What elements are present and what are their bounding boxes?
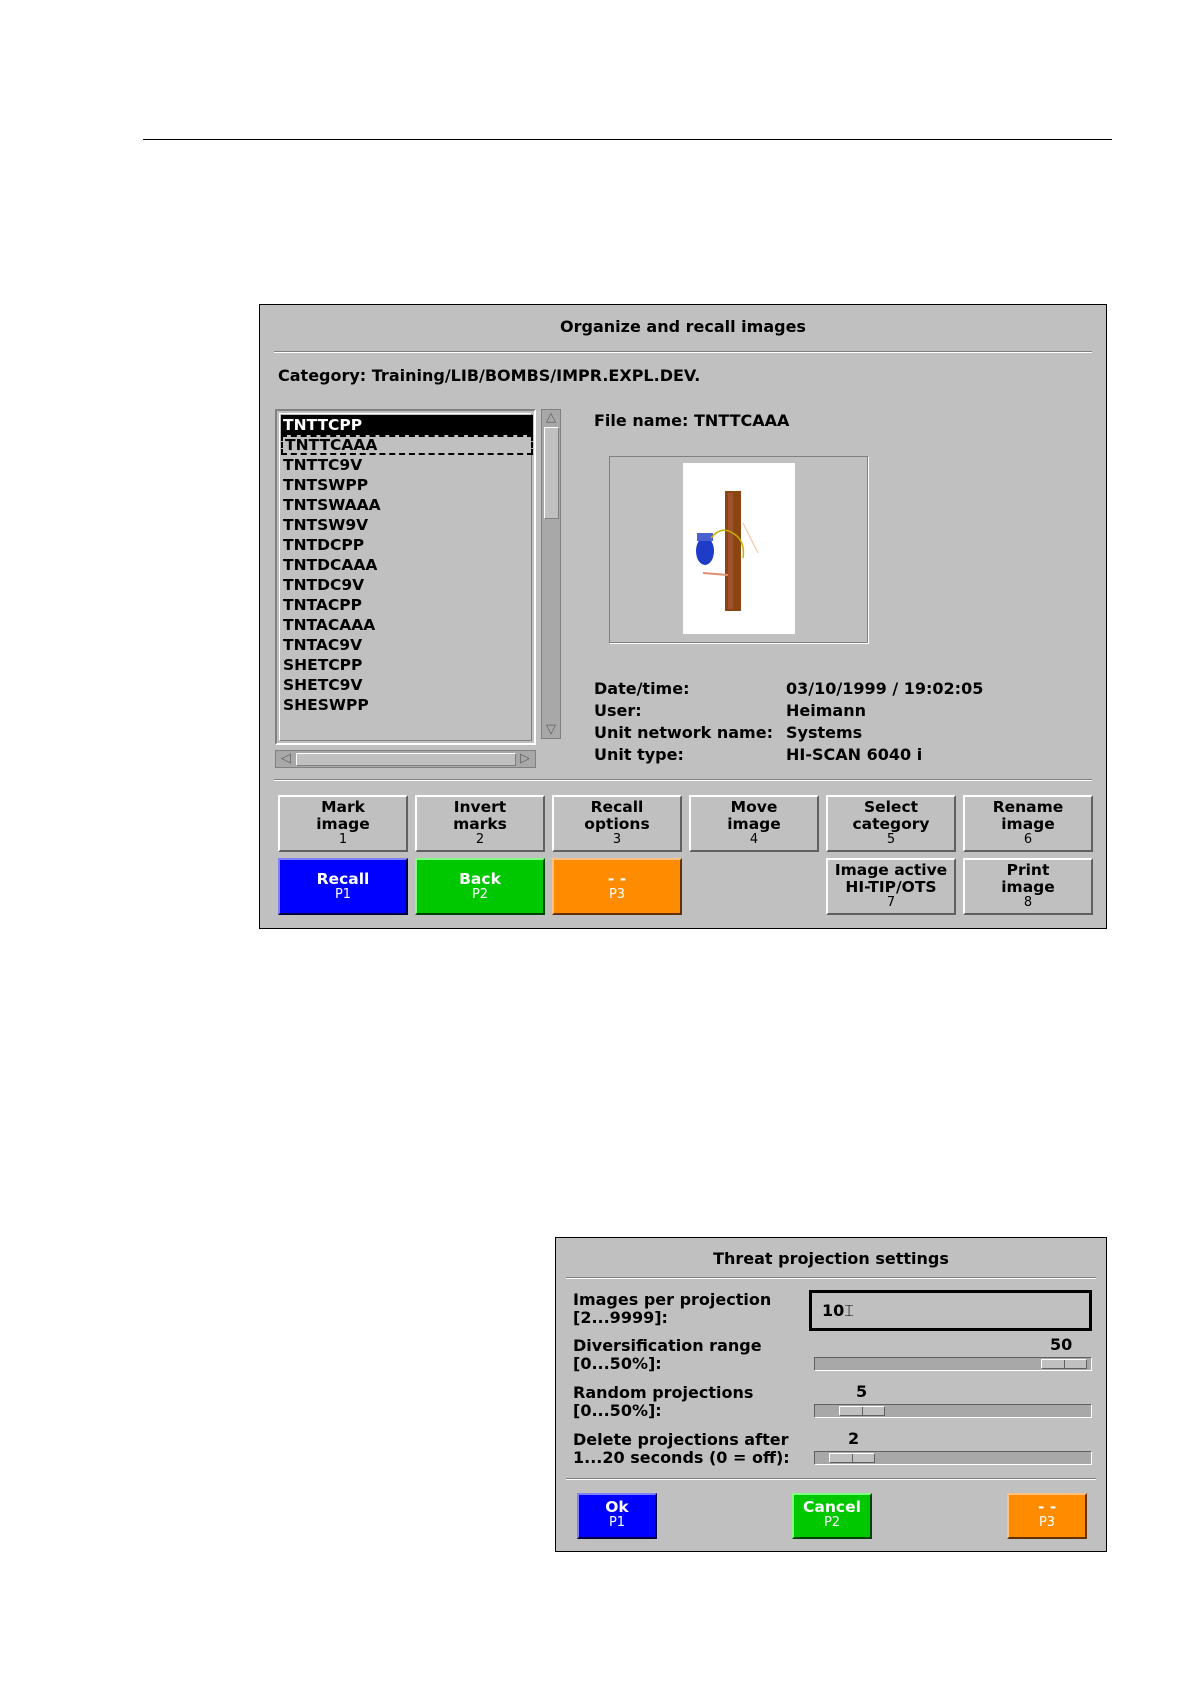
random-projections-range: [0...50%]:: [573, 1401, 662, 1420]
list-vertical-scrollbar[interactable]: [541, 409, 561, 739]
p3-button[interactable]: [552, 858, 682, 915]
dialog-title: Threat projection settings: [713, 1249, 949, 1268]
button-label: HI-TIP/OTS: [845, 878, 937, 896]
button-label: image: [1001, 815, 1055, 833]
list-item[interactable]: TNTTCAAA: [281, 435, 533, 455]
list-item[interactable]: SHETCPP: [283, 656, 363, 674]
button-key: 3: [612, 832, 622, 847]
image-active-button[interactable]: [826, 858, 956, 915]
p3-button[interactable]: [1007, 1493, 1087, 1539]
move-image-button[interactable]: [689, 795, 819, 852]
delete-projections-value: 2: [848, 1429, 860, 1448]
scroll-down-icon[interactable]: ▽: [546, 722, 556, 737]
list-item[interactable]: TNTDC9V: [283, 576, 365, 594]
slider-thumb[interactable]: [839, 1406, 885, 1416]
delete-projections-label: Delete projections after: [573, 1430, 789, 1449]
page-top-rule: [143, 139, 1112, 140]
button-label: Recall: [316, 870, 370, 888]
button-key: 1: [338, 832, 348, 847]
button-key: P3: [1038, 1515, 1056, 1530]
delete-projections-slider[interactable]: [814, 1451, 1092, 1465]
xray-image-icon: [683, 463, 795, 634]
list-item[interactable]: TNTACAAA: [283, 616, 376, 634]
recall-button[interactable]: [278, 858, 408, 915]
dialog-title: Organize and recall images: [560, 317, 806, 336]
user-value: Heimann: [786, 701, 866, 720]
list-item[interactable]: TNTSW9V: [283, 516, 369, 534]
button-separator: [274, 779, 1092, 781]
title-separator: [274, 351, 1092, 353]
diversification-slider[interactable]: [814, 1357, 1092, 1371]
button-label: Move: [730, 798, 778, 816]
list-item[interactable]: TNTDCPP: [283, 536, 365, 554]
datetime-label: Date/time:: [594, 679, 690, 698]
random-projections-label: Random projections: [573, 1383, 754, 1402]
network-value: Systems: [786, 723, 863, 742]
scroll-thumb[interactable]: [544, 427, 559, 519]
button-separator: [566, 1478, 1096, 1480]
button-key: P1: [334, 887, 352, 902]
mark-image-button[interactable]: [278, 795, 408, 852]
button-key: 6: [1023, 832, 1033, 847]
threat-settings-dialog: [555, 1237, 1107, 1552]
delete-projections-range: 1...20 seconds (0 = off):: [573, 1448, 790, 1467]
diversification-label: Diversification range: [573, 1336, 762, 1355]
title-separator: [566, 1277, 1096, 1279]
button-label: - -: [607, 870, 627, 888]
recall-options-button[interactable]: [552, 795, 682, 852]
button-label: image: [727, 815, 781, 833]
cancel-button[interactable]: [792, 1493, 872, 1539]
slider-thumb[interactable]: [1041, 1359, 1087, 1369]
print-image-button[interactable]: [963, 858, 1093, 915]
button-label: Mark: [321, 798, 365, 816]
button-key: 5: [886, 832, 896, 847]
list-item[interactable]: SHETC9V: [283, 676, 363, 694]
scroll-right-icon[interactable]: ▷: [520, 751, 530, 766]
button-label: marks: [453, 815, 507, 833]
button-label: Invert: [453, 798, 507, 816]
recall-dialog: [259, 304, 1107, 929]
list-item[interactable]: TNTACPP: [283, 596, 363, 614]
button-label: Recall: [590, 798, 644, 816]
images-per-projection-label: Images per projection: [573, 1290, 772, 1309]
button-label: Rename: [992, 798, 1064, 816]
button-label: Image active: [834, 861, 948, 879]
file-name-label: File name: TNTTCAAA: [594, 411, 790, 430]
unit-type-label: Unit type:: [594, 745, 684, 764]
button-key: P3: [608, 887, 626, 902]
ok-button[interactable]: [577, 1493, 657, 1539]
list-horizontal-scrollbar[interactable]: [275, 750, 536, 768]
button-key: 8: [1023, 895, 1033, 910]
button-label: Select: [863, 798, 919, 816]
diversification-value: 50: [1050, 1335, 1073, 1354]
list-item[interactable]: TNTDCAAA: [283, 556, 378, 574]
scroll-left-icon[interactable]: ◁: [281, 751, 291, 766]
datetime-value: 03/10/1999 / 19:02:05: [786, 679, 984, 698]
list-item[interactable]: TNTAC9V: [283, 636, 363, 654]
button-label: Cancel: [803, 1498, 861, 1516]
user-label: User:: [594, 701, 642, 720]
invert-marks-button[interactable]: [415, 795, 545, 852]
list-item[interactable]: SHESWPP: [283, 696, 369, 714]
button-label: category: [852, 815, 930, 833]
random-projections-value: 5: [856, 1382, 868, 1401]
button-key: 7: [886, 895, 896, 910]
button-label: image: [1001, 878, 1055, 896]
button-key: P2: [471, 887, 489, 902]
button-key: 4: [749, 832, 759, 847]
back-button[interactable]: [415, 858, 545, 915]
image-preview: [609, 456, 868, 643]
images-per-projection-input[interactable]: [809, 1290, 1092, 1331]
list-item[interactable]: TNTSWAAA: [283, 496, 381, 514]
category-label: Category: Training/LIB/BOMBS/IMPR.EXPL.DEV.: [278, 366, 701, 385]
unit-type-value: HI-SCAN 6040 i: [786, 745, 923, 764]
button-key: P2: [823, 1515, 841, 1530]
images-per-projection-range: [2...9999]:: [573, 1308, 668, 1327]
button-label: image: [316, 815, 370, 833]
slider-thumb[interactable]: [829, 1453, 875, 1463]
text-cursor-icon: ⌶: [844, 1301, 854, 1320]
list-item[interactable]: TNTSWPP: [283, 476, 369, 494]
diversification-range: [0...50%]:: [573, 1354, 662, 1373]
scroll-up-icon[interactable]: △: [546, 410, 556, 425]
random-projections-slider[interactable]: [814, 1404, 1092, 1418]
input-value: 10: [822, 1301, 845, 1320]
button-label: Ok: [605, 1498, 629, 1516]
rename-image-button[interactable]: [963, 795, 1093, 852]
hscroll-thumb[interactable]: [296, 753, 516, 766]
list-item[interactable]: TNTTC9V: [283, 456, 363, 474]
network-label: Unit network name:: [594, 723, 773, 742]
select-category-button[interactable]: [826, 795, 956, 852]
xray-thumbnail: [683, 463, 795, 634]
button-key: P1: [608, 1515, 626, 1530]
button-key: 2: [475, 832, 485, 847]
button-label: - -: [1037, 1498, 1057, 1516]
button-label: Back: [459, 870, 501, 888]
list-item[interactable]: TNTTCPP: [281, 415, 533, 435]
file-list[interactable]: [275, 409, 536, 745]
button-label: options: [584, 815, 650, 833]
button-label: Print: [1006, 861, 1050, 879]
